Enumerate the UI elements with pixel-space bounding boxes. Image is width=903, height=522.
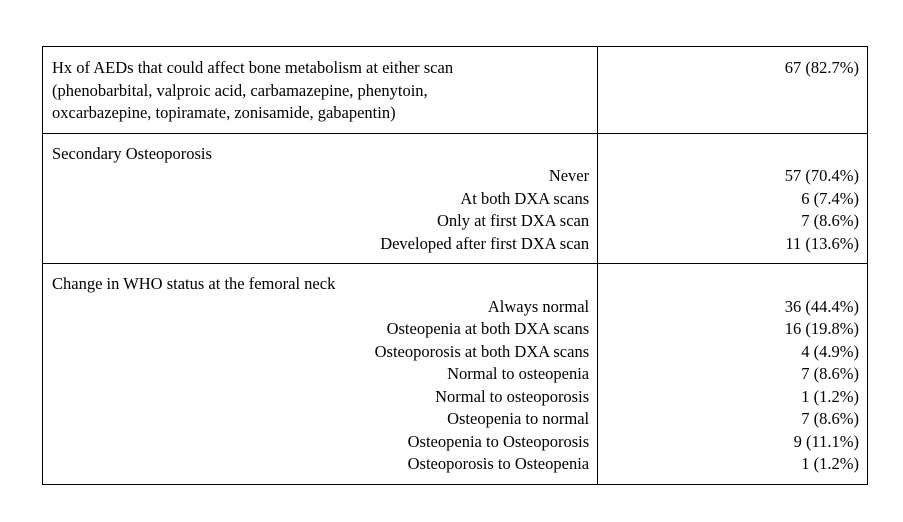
secondary-osteoporosis-item-value: 57 (70.4%) xyxy=(784,166,859,185)
aeds-heading-line-2: (phenobarbital, valproic acid, carbamazepine, phenytoin, xyxy=(52,80,428,100)
who-status-item-value: 9 (11.1%) xyxy=(793,431,859,451)
who-status-item-value: 7 (8.6%) xyxy=(801,409,859,428)
who-status-item-value: 1 (1.2%) xyxy=(801,454,859,473)
table-row-who-status xyxy=(43,264,868,485)
aeds-label-cell xyxy=(43,47,598,134)
value-spacer xyxy=(607,143,859,166)
aeds-value: 67 (82.7%) xyxy=(784,58,859,77)
data-table xyxy=(42,46,868,485)
value-spacer xyxy=(607,273,859,296)
who-status-value-cell xyxy=(598,264,868,485)
who-status-item-value: 16 (19.8%) xyxy=(784,319,859,338)
who-status-heading: Change in WHO status at the femoral neck xyxy=(52,274,336,293)
who-status-item-label: Osteopenia to normal xyxy=(447,409,590,428)
secondary-osteoporosis-item-label: Only at first DXA scan xyxy=(436,211,590,230)
secondary-osteoporosis-item-value: 7 (8.6%) xyxy=(801,211,859,230)
who-status-item-label: Normal to osteoporosis xyxy=(435,386,590,406)
secondary-osteoporosis-label-cell xyxy=(43,133,598,264)
secondary-osteoporosis-item-label: Developed after first DXA scan xyxy=(380,233,590,253)
aeds-heading-line-1: Hx of AEDs that could affect bone metabolism at either scan xyxy=(52,58,454,77)
who-status-item-label: Normal to osteopenia xyxy=(447,364,590,383)
who-status-item-label: Osteopenia at both DXA scans xyxy=(386,319,590,338)
who-status-item-value: 4 (4.9%) xyxy=(801,341,859,361)
who-status-item-label: Osteopenia to Osteoporosis xyxy=(407,431,590,451)
who-status-item-value: 7 (8.6%) xyxy=(801,364,859,383)
who-status-item-value: 36 (44.4%) xyxy=(784,296,859,316)
secondary-osteoporosis-item-label: Never xyxy=(548,166,590,185)
aeds-value-cell xyxy=(598,47,868,134)
who-status-item-label: Always normal xyxy=(487,296,590,316)
who-status-item-label: Osteoporosis at both DXA scans xyxy=(374,341,590,361)
secondary-osteoporosis-item-value: 11 (13.6%) xyxy=(785,233,859,253)
secondary-osteoporosis-item-value: 6 (7.4%) xyxy=(801,188,859,208)
table-row-secondary-osteoporosis xyxy=(43,133,868,264)
secondary-osteoporosis-value-cell xyxy=(598,133,868,264)
secondary-osteoporosis-heading: Secondary Osteoporosis xyxy=(52,143,212,163)
who-status-label-cell xyxy=(43,264,598,485)
aeds-heading-line-3: oxcarbazepine, topiramate, zonisamide, gabapentin) xyxy=(52,103,396,122)
who-status-item-label: Osteoporosis to Osteopenia xyxy=(407,454,590,473)
who-status-item-value: 1 (1.2%) xyxy=(801,386,859,406)
secondary-osteoporosis-item-label: At both DXA scans xyxy=(460,188,590,208)
table-row-aeds xyxy=(43,47,868,134)
